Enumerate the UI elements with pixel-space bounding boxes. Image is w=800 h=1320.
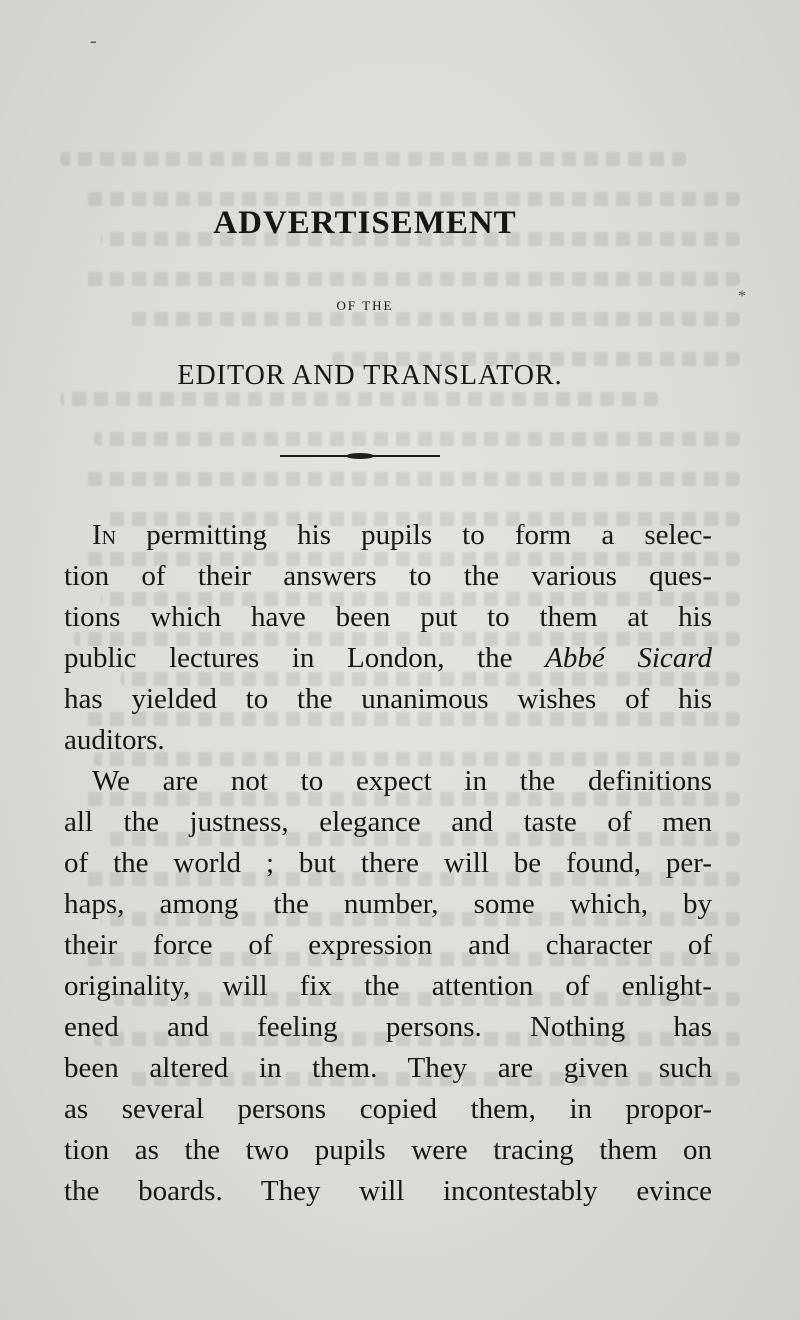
bleed-line — [60, 152, 686, 166]
bleed-line — [87, 192, 740, 206]
body-text — [64, 515, 712, 1212]
bleed-line — [80, 472, 740, 486]
text-line: has yielded to the unanimous wishes of his — [64, 683, 712, 715]
text-line: all the justness, elegance and taste of men — [64, 806, 712, 838]
text-line: their force of expression and character of — [64, 929, 712, 961]
bleed-line — [94, 432, 740, 446]
text-line: the boards. They will incontestably evince — [64, 1175, 712, 1207]
text-segment: public lectures in London, the — [64, 642, 546, 674]
ornamental-rule — [280, 455, 440, 457]
text-segment: permitting his pupils to form a selec- — [116, 519, 712, 551]
page-subtitle: EDITOR AND TRANSLATOR. — [177, 360, 563, 391]
title-connector: OF THE — [336, 298, 394, 313]
text-line: tions which have been put to them at his — [64, 601, 712, 633]
ink-speck: * — [738, 288, 746, 305]
text-line: We are not to expect in the definitions — [92, 765, 712, 797]
text-line: of the world ; but there will be found, per- — [64, 847, 712, 879]
text-line: as several persons copied them, in propor- — [64, 1093, 712, 1125]
text-line: originality, will fix the attention of enlight- — [64, 970, 712, 1002]
text-line: tion of their answers to the various ques- — [64, 560, 712, 592]
bleed-line — [128, 312, 740, 326]
text-line: ened and feeling persons. Nothing has — [64, 1011, 712, 1043]
italic-name: Abbé Sicard — [545, 642, 712, 674]
lead-small-caps: In — [92, 519, 117, 551]
bleed-line — [60, 392, 658, 406]
bleed-heading-shadow — [60, 100, 740, 126]
text-line: auditors. — [64, 724, 165, 756]
text-line — [64, 515, 712, 556]
ink-speck: - — [90, 30, 97, 52]
page-title: ADVERTISEMENT — [213, 205, 517, 241]
text-line: tion as the two pupils were tracing them on — [64, 1134, 712, 1166]
text-line — [64, 638, 712, 679]
text-line: haps, among the number, some which, by — [64, 888, 712, 920]
text-line: been altered in them. They are given such — [64, 1052, 712, 1084]
bleed-line — [80, 272, 740, 286]
